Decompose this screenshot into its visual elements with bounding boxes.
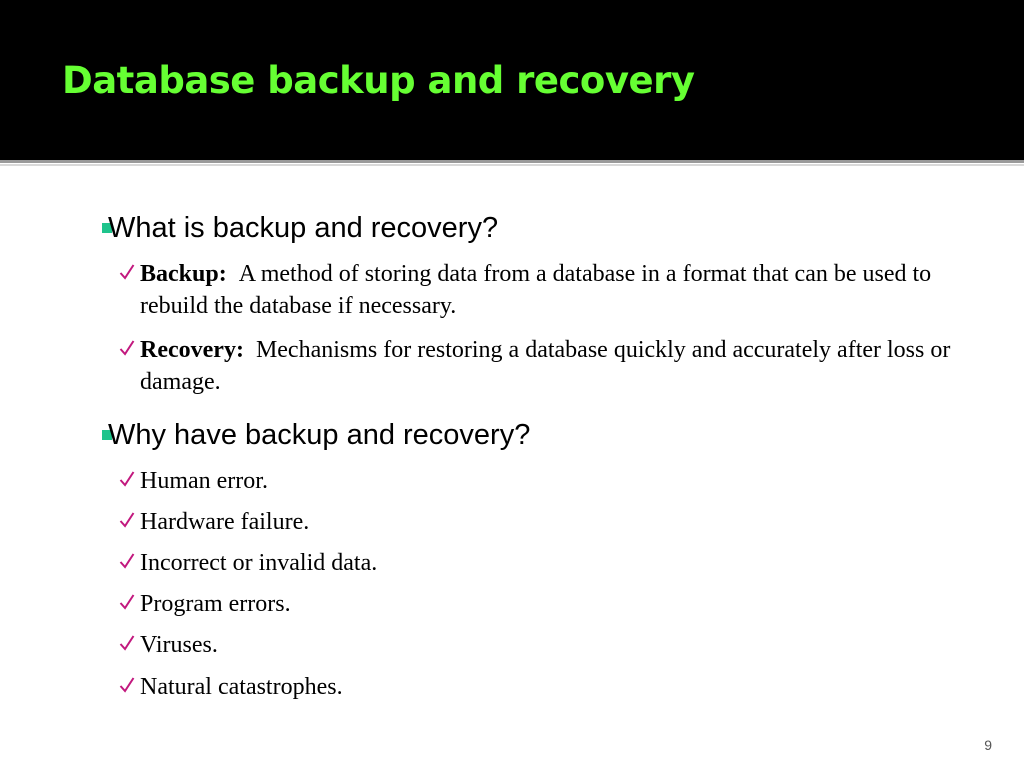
term-label: Backup: xyxy=(140,261,227,287)
list-item: Program errors. xyxy=(140,591,291,617)
list-item: Natural catastrophes. xyxy=(140,674,343,700)
checkmark-icon xyxy=(119,675,135,695)
section-heading: Why have backup and recovery? xyxy=(108,419,531,451)
checkmark-icon xyxy=(119,633,135,653)
list-item xyxy=(140,258,960,322)
list-item: Viruses. xyxy=(140,632,218,658)
slide-title: Database backup and recovery xyxy=(62,59,695,102)
list-item xyxy=(140,334,960,398)
list-item: Hardware failure. xyxy=(140,509,310,535)
page-number: 9 xyxy=(984,737,992,753)
title-divider xyxy=(0,160,1024,163)
term-label: Recovery: xyxy=(140,337,244,363)
checkmark-icon xyxy=(119,262,135,282)
checkmark-icon xyxy=(119,469,135,489)
list-item: Human error. xyxy=(140,468,268,494)
checkmark-icon xyxy=(119,510,135,530)
checkmark-icon xyxy=(119,338,135,358)
title-bar xyxy=(0,0,1024,160)
term-definition: A method of storing data from a database in a format that can be used to rebuild the database if necessary. xyxy=(140,261,932,319)
checkmark-icon xyxy=(119,592,135,612)
title-divider-shadow xyxy=(0,164,1024,166)
list-item: Incorrect or invalid data. xyxy=(140,550,378,576)
section-heading: What is backup and recovery? xyxy=(108,212,499,244)
term-definition: Mechanisms for restoring a database quickly and accurately after loss or damage. xyxy=(140,337,951,395)
checkmark-icon xyxy=(119,551,135,571)
